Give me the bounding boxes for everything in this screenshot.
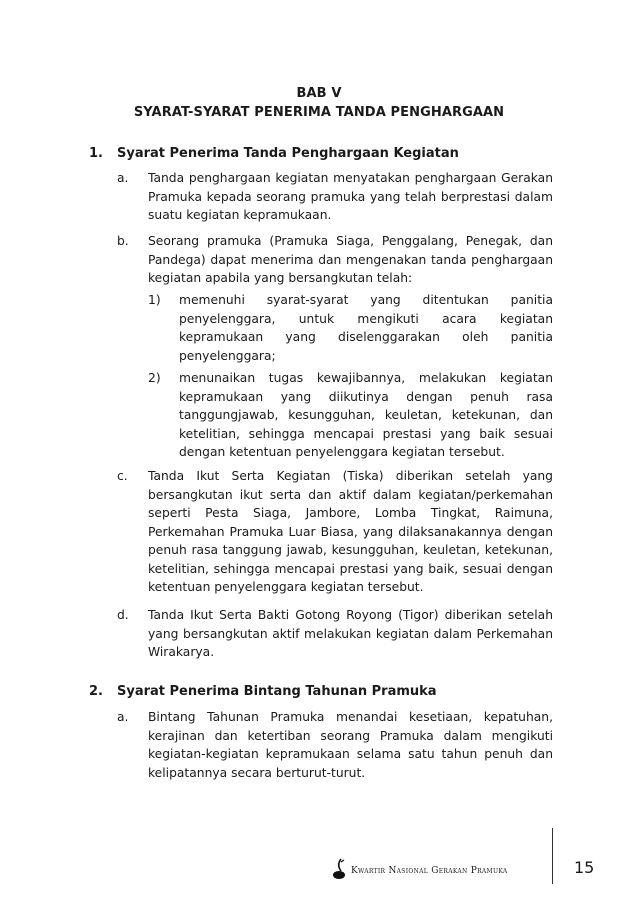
item-text: Tanda Ikut Serta Kegiatan (Tiska) diberikan setelah yang bersangkutan ikut serta dan aktif dalam kegiatan/perkemahan seperti Pesta Siaga, Jambore, Lomba Tingkat, Raimuna, Perkemahan Pramuka Luar Biasa, yang dilaksanakannya dengan penuh rasa tanggung jawab, kesungguhan, keuletan, ketekunan, ketelitian, sehingga mencapai prestasi yang baik, sesuai dengan ketentuan penyelenggara kegiatan tersebut.	[148, 469, 553, 594]
item-label: b.	[117, 234, 129, 248]
item-text: Seorang pramuka (Pramuka Siaga, Penggalang, Penegak, dan Pandega) dapat menerima dan mengenakan tanda penghargaan kegiatan apabila yang bersangkutan telah:	[148, 234, 553, 285]
chapter-number: BAB V	[296, 86, 342, 101]
item-text: Tanda Ikut Serta Bakti Gotong Royong (Tigor) diberikan setelah yang bersangkutan aktif melakukan kegiatan dalam Perkemahan Wirakarya.	[148, 608, 553, 659]
list-item	[117, 232, 553, 288]
page-number: 15	[574, 858, 595, 877]
item-label: 1)	[148, 293, 161, 307]
item-label: c.	[117, 469, 128, 483]
section-title: Syarat Penerima Tanda Penghargaan Kegiatan	[117, 146, 459, 161]
item-label: a.	[117, 710, 129, 724]
list-item	[117, 708, 553, 782]
list-item	[117, 169, 553, 225]
item-text: memenuhi syarat-syarat yang ditentukan panitia penyelenggara, untuk mengikuti acara kegiatan kepramukaan yang diselenggarakan oleh panitia penyelenggara;	[179, 293, 553, 363]
item-label: d.	[117, 608, 129, 622]
chapter-title: SYARAT-SYARAT PENERIMA TANDA PENGHARGAAN	[133, 105, 505, 120]
sub-list-item	[148, 291, 553, 365]
section-title: Syarat Penerima Bintang Tahunan Pramuka	[117, 684, 437, 699]
section-1-heading	[89, 146, 459, 161]
item-text: Tanda penghargaan kegiatan menyatakan penghargaan Gerakan Pramuka kepada seorang pramuka yang telah berprestasi dalam suatu kegiatan kepramukaan.	[148, 171, 553, 222]
item-label: a.	[117, 171, 129, 185]
item-label: 2)	[148, 371, 161, 385]
section-number: 1.	[89, 146, 103, 161]
section-number: 2.	[89, 684, 103, 699]
footer-divider	[552, 828, 553, 884]
section-2-heading	[89, 684, 437, 699]
sub-list-item	[148, 369, 553, 462]
item-text: menunaikan tugas kewajibannya, melakukan kegiatan kepramukaan yang diikutinya dengan penuh rasa tanggungjawab, kesungguhan, keuletan, ketekunan, dan ketelitian, sehingga mencapai prestasi yang baik sesuai dengan ketentuan penyelenggara kegiatan tersebut.	[179, 371, 553, 459]
footer-publisher: Kwartir Nasional Gerakan Pramuka	[351, 866, 508, 876]
tunas-kelapa-icon	[332, 858, 348, 884]
list-item	[117, 606, 553, 662]
list-item	[117, 467, 553, 597]
item-text: Bintang Tahunan Pramuka menandai kesetiaan, kepatuhan, kerajinan dan ketertiban seorang Pramuka dalam mengikuti kegiatan-kegiatan kepramukaan selama satu tahun penuh dan kelipatannya secara berturut-turut.	[148, 710, 553, 780]
